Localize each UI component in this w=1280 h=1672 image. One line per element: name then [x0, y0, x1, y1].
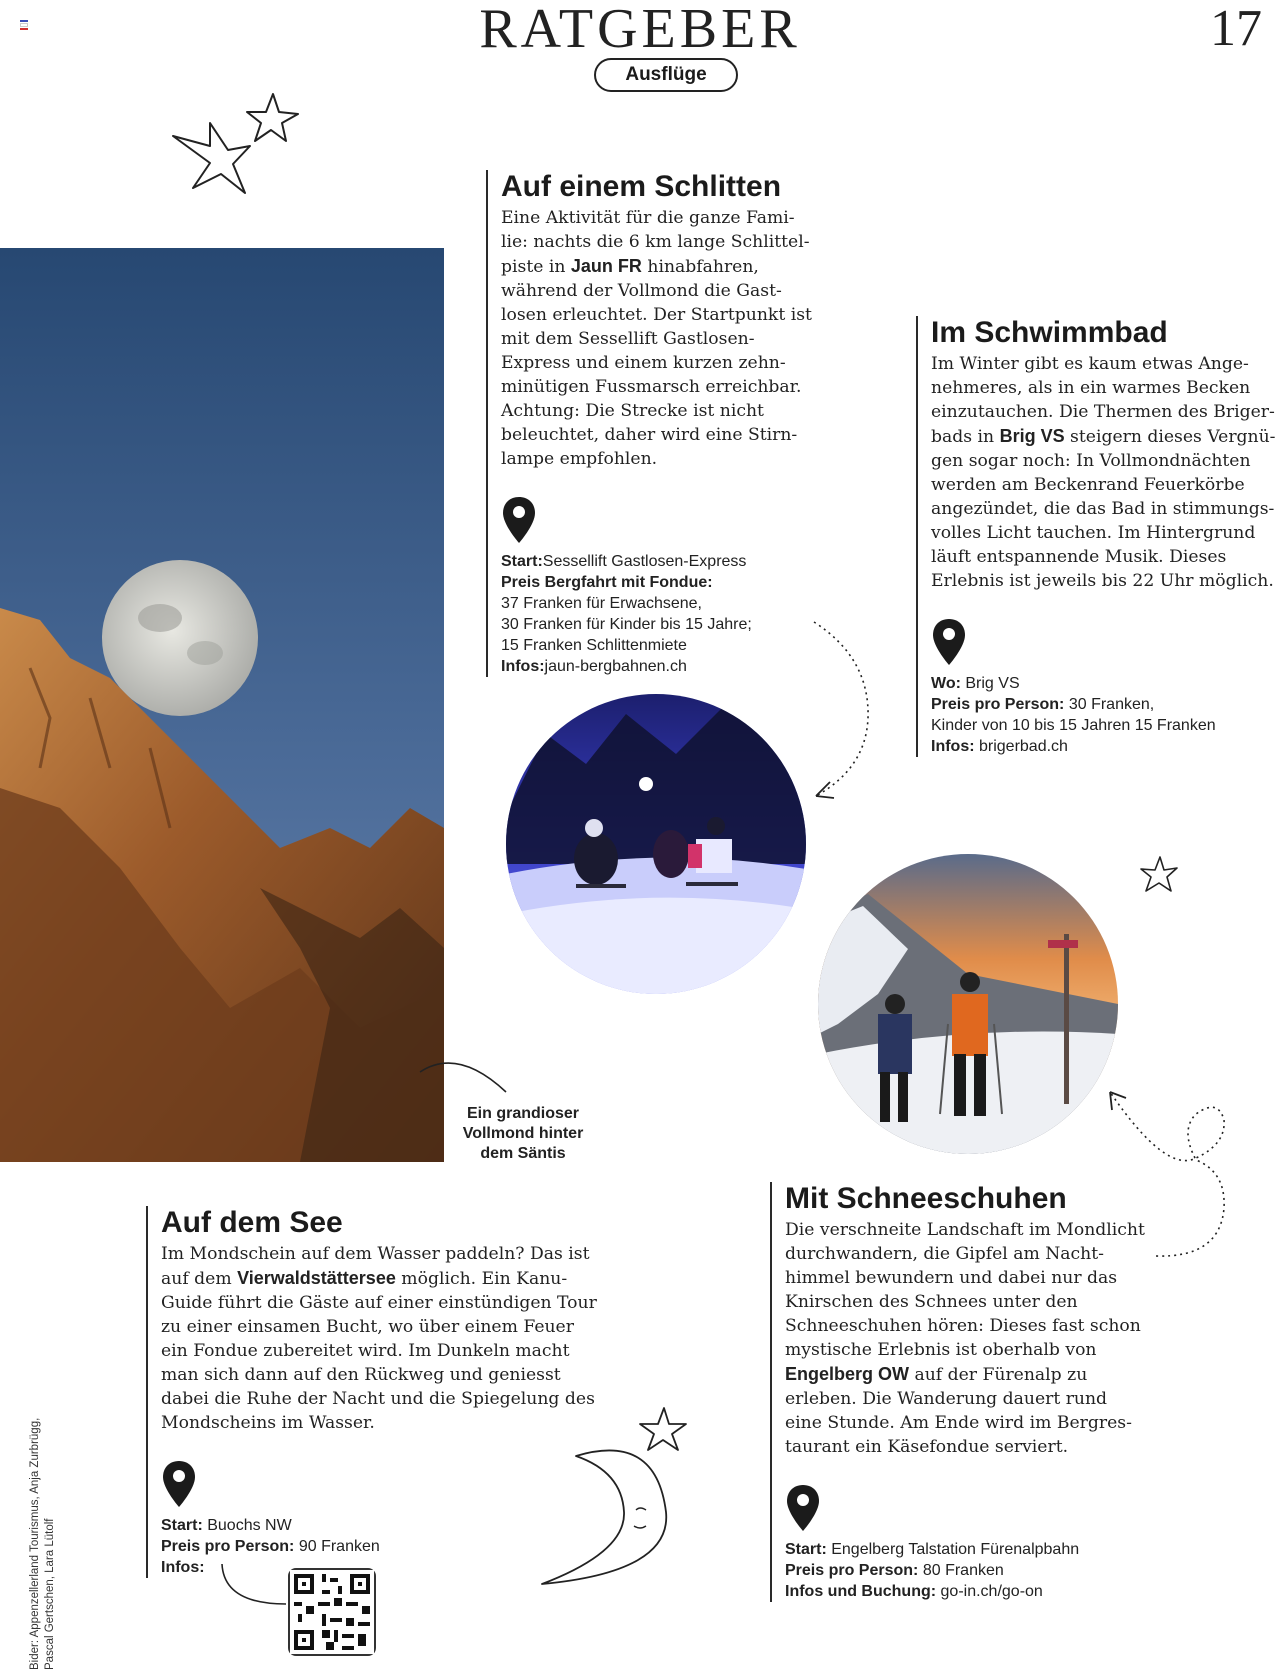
info-price-line: 30 Franken für Kinder bis 15 Jahre; — [501, 616, 752, 633]
credits-line: Bider: Appenzellerland Tourismus, Anja Zurbrügg, — [29, 1417, 41, 1670]
info-price: Preis pro Person: 30 Franken, — [931, 696, 1155, 713]
info-link[interactable]: go-in.ch/go-on — [940, 1583, 1043, 1600]
info-infos: Infos: — [161, 1559, 205, 1576]
info-price-line: 37 Franken für Erwachsene, — [501, 595, 702, 612]
credits-line: Pascal Gertschen, Lara Lütolf — [44, 1518, 56, 1670]
info-start: Start:Sessellift Gastlosen-Express — [501, 553, 747, 570]
section-schwimmbad — [916, 316, 1280, 757]
qr-arrow-icon — [218, 1560, 290, 1610]
section-title: RATGEBER — [479, 0, 801, 60]
sledging-photo — [506, 694, 806, 994]
caption-line: Ein grandioser — [466, 1105, 580, 1122]
photo-caption — [448, 1104, 598, 1164]
section-heading: Auf einem Schlitten — [501, 170, 782, 203]
star-icon — [1138, 854, 1180, 896]
info-price: Preis pro Person: 80 Franken — [785, 1562, 1004, 1579]
snowshoe-photo — [818, 854, 1118, 1154]
page-number: 17 — [1210, 0, 1262, 57]
caption-line: Vollmond hinter — [462, 1125, 584, 1142]
info-start: Start: Engelberg Talstation Fürenalpbahn — [785, 1541, 1080, 1558]
caption-line: dem Säntis — [480, 1145, 566, 1162]
section-heading: Im Schwimmbad — [931, 316, 1168, 349]
section-heading: Auf dem See — [161, 1206, 343, 1239]
info-price: Preis Bergfahrt mit Fondue: — [501, 574, 713, 591]
section-body: Im Mondschein auf dem Wasser paddeln? Das ist auf dem Vierwaldstättersee möglich. Ein Kanu- Guide führt die Gäste auf einer einstündigen Tour zu einer einsamen Bucht, wo über einem Feuer ein Fondue zubereitet wird. Im Dunkeln macht man sich dann auf den Rückweg und geniesst dabei die Ruhe der Nacht und die Spiegelung des Mondscheins im Wasser. — [161, 1244, 597, 1433]
info-link[interactable]: brigerbad.ch — [979, 738, 1068, 755]
crescent-moon-icon — [536, 1402, 716, 1602]
photo-credits — [28, 1370, 58, 1670]
section-body: Eine Aktivität für die ganze Fami- lie: nachts die 6 km lange Schlittel- piste in Jaun FR hinabfahren, während der Vollmond die Gast- losen erleuchtet. Der Startpunkt ist mit dem Sessellift Gastlosen- Express und einem kurzen zehn- minütigen Fussmarsch erreichbar. Achtung: Die Strecke ist nicht beleuchtet, daher wird eine Stirn- lampe empfohlen. — [501, 208, 812, 469]
map-pin-icon — [501, 495, 537, 545]
map-pin-icon — [161, 1459, 197, 1509]
location-highlight: Jaun FR — [570, 256, 642, 276]
info-infos: Infos: brigerbad.ch — [931, 738, 1068, 755]
location-highlight: Brig VS — [999, 426, 1065, 446]
section-schneeschuhe — [770, 1182, 1165, 1602]
location-highlight: Vierwaldstättersee — [237, 1268, 396, 1288]
star-doodle-icon — [165, 88, 305, 213]
info-link[interactable]: jaun-bergbahnen.ch — [544, 658, 687, 675]
info-price-line: Kinder von 10 bis 15 Jahren 15 Franken — [931, 717, 1216, 734]
section-body: Im Winter gibt es kaum etwas Ange- nehmeres, als in ein warmes Becken einzutauchen. Die Thermen des Briger- bads in Brig VS steigern dieses Vergnü- gen sogar noch: In Vollmondnächten werden am Beckenrand Feuerkörbe angezündet, die das Bad in stimmungs- volles Licht tauchen. Im Hintergrund läuft entspannende Musik. Dieses Erlebnis ist jeweils bis 22 Uhr möglich. — [931, 354, 1276, 591]
map-pin-icon — [785, 1483, 821, 1533]
info-infos: Infos:jaun-bergbahnen.ch — [501, 658, 687, 675]
info-infos: Infos und Buchung: go-in.ch/go-on — [785, 1583, 1043, 1600]
info-where: Wo: Brig VS — [931, 675, 1020, 692]
category-badge: Ausflüge — [594, 58, 738, 92]
info-price: Preis pro Person: 90 Franken — [161, 1538, 380, 1555]
info-start: Start: Buochs NW — [161, 1517, 292, 1534]
section-body: Die verschneite Landschaft im Mondlicht durchwandern, die Gipfel am Nacht- himmel bewundern und dabei nur das Knirschen des Schnees unter den Schneeschuhen hören: Dieses fast schon mystische Erlebnis ist oberhalb von Engelberg OW auf der Fürenalp zu erleben. Die Wanderung dauert rund eine Stunde. Am Ende wird im Bergres- taurant ein Käsefondue serviert. — [785, 1220, 1145, 1457]
moon-mountain-photo — [0, 248, 444, 1162]
caption-arrow-icon — [418, 1052, 518, 1102]
flag-icon — [20, 20, 28, 28]
section-heading: Mit Schneeschuhen — [785, 1182, 1067, 1215]
info-price-line: 15 Franken Schlittenmiete — [501, 637, 687, 654]
section-schlitten — [486, 170, 841, 677]
dotted-arrow-icon — [808, 618, 878, 804]
map-pin-icon — [931, 617, 967, 667]
qr-code[interactable] — [288, 1568, 376, 1656]
location-highlight: Engelberg OW — [785, 1364, 910, 1384]
